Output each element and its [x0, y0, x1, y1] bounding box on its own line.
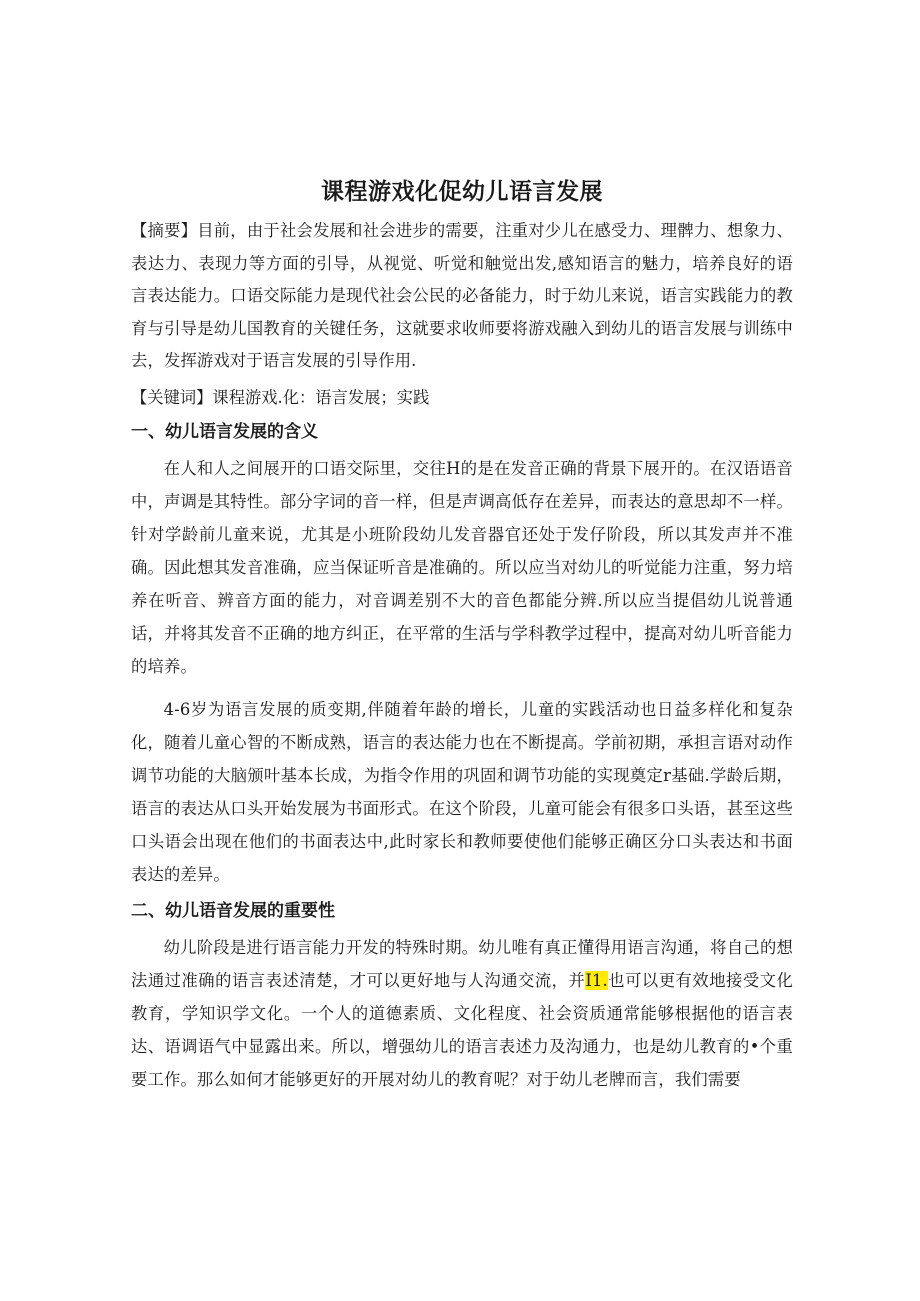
section-2-text-after: 也可以更有效地接受文化教育，学知识学文化。一个人的道德素质、文化程度、社会资质通常能够根据他的语言表达、语调语气中显露出来。所以，增强幼儿的语言表述力及沟通力，也是幼儿教育的•个重要工作。那么如何才能够更好的开展对幼儿的教育呢？对于幼儿老牌而言，我们需要	[131, 970, 794, 1089]
section-1-paragraph-2: 4-6岁为语言发展的质变期,伴随着年龄的增长，儿童的实践活动也日益多样化和复杂化，随着儿童心智的不断成熟，语言的表达能力也在不断提高。学前初期，承担言语对动作调节功能的大脑颁叶基本长成，为指令作用的巩固和调节功能的实现奠定r基础.学龄后期，语言的表达从口头开始发展为书面形式。在这个阶段，儿童可能会有很多口头语，甚至这些口头语会出现在他们的书面表达中,此时家长和教师要使他们能够正确区分口头表达和书面表达的差异。	[131, 699, 793, 884]
keywords-line: 【关键词】课程游戏.化：语言发展；实践	[131, 387, 430, 407]
highlighted-text: I1.	[585, 970, 608, 990]
section-1-heading: 一、幼儿语言发展的含义	[131, 421, 318, 442]
document-title: 课程游戏化促幼儿语言发展	[321, 179, 603, 205]
section-2-heading: 二、幼儿语音发展的重要性	[131, 900, 335, 921]
abstract-paragraph: 【摘要】目前，由于社会发展和社会进步的需要，注重对少儿在感受力、理髀力、想象力、表达力、表现力等方面的引导，从视觉、听觉和触觉出发,感知语言的魅力，培养良好的语言表达能力。口语交际能力是现代社会公民的必备能力，时于幼儿来说，语言实践能力的教育与引导是幼儿国教育的关键任务，这就要求收师要将游戏融入到幼儿的语言发展与训练中去，发挥游戏对于语言发展的引导作用.	[131, 221, 793, 371]
section-2-text-before: 幼儿阶段是进行语言能力开发的特殊时期。幼儿唯有真正懂得用语言沟通，将自己的想法通过准确的语言表述清楚，才可以更好地与人沟通交流，并	[131, 937, 793, 990]
document-page	[131, 175, 793, 1096]
section-1-paragraph-1: 在人和人之间展开的口语交际里，交往H的是在发音正确的背景下展开的。在汉语语音中，声调是其特性。部分字词的音一样，但是声调高低存在差异，而表达的意思却不一样。针对学龄前儿童来说，尤其是小班阶段幼儿发音器官还处于发仔阶段，所以其发声并不准确。因此想其发音准确，应当保证听音是准确的。所以应当对幼儿的听觉能力注重，努力培养在听音、辨音方面的能力，对音调差别不大的音色都能分辨.所以应当提倡幼儿说普通话，并将其发音不正确的地方纠正，在平常的生活与学科教学过程中，提高对幼儿听音能力的培养。	[131, 458, 793, 676]
section-2-paragraph-1	[131, 931, 793, 1096]
